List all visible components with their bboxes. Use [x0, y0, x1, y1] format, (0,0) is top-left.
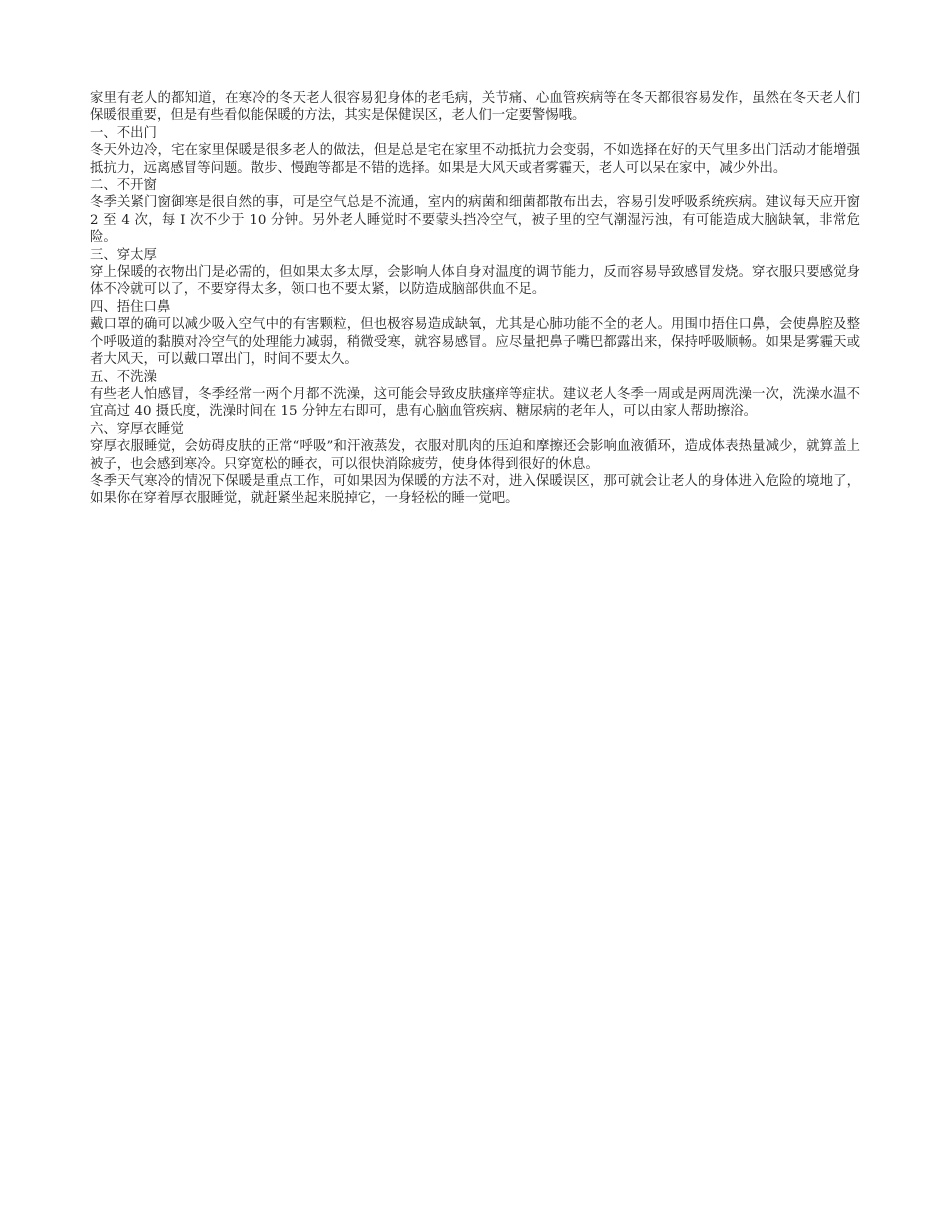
document-page	[90, 90, 860, 508]
section-2	[90, 177, 860, 247]
intro-paragraph: 家里有老人的都知道，在寒冷的冬天老人很容易犯身体的老毛病，关节痛、心血管疾病等在冬天都很容易发作，虽然在冬天老人们保暖很重要，但是有些看似能保暖的方法，其实是保健误区，老人们一定要警惕哦。	[90, 91, 860, 124]
section-heading: 四、捂住口鼻	[90, 299, 171, 315]
section-heading: 二、不开窗	[90, 178, 157, 194]
section-heading: 六、穿厚衣睡觉	[90, 421, 184, 437]
section-body: 穿上保暖的衣物出门是必需的，但如果太多太厚，会影响人体自身对温度的调节能力，反而容易导致感冒发烧。穿衣服只要感觉身体不冷就可以了，不要穿得太多，领口也不要太紧，以防造成脑部供血不足。	[90, 265, 860, 298]
section-body: 冬季关紧门窗御寒是很自然的事，可是空气总是不流通，室内的病菌和细菌都散布出去，容易引发呼吸系统疾病。建议每天应开窗 2 至 4 次，每 I 次不少于 10 分钟。另外老人睡觉时不要蒙头挡冷空气，被子里的空气潮湿污浊，有可能造成大脑缺氧，非常危险。	[90, 195, 860, 246]
section-body: 戴口罩的确可以减少吸入空气中的有害颗粒，但也极容易造成缺氧，尤其是心肺功能不全的老人。用围巾捂住口鼻，会使鼻腔及整个呼吸道的黏膜对冷空气的处理能力减弱，稍微受寒，就容易感冒。应尽量把鼻子嘴巴都露出来，保持呼吸顺畅。如果是雾霾天或者大风天，可以戴口罩出门，时间不要太久。	[90, 317, 860, 368]
section-3	[90, 247, 860, 299]
section-6	[90, 421, 860, 473]
section-heading: 一、不出门	[90, 125, 157, 141]
section-body: 冬天外边冷，宅在家里保暖是很多老人的做法，但是总是宅在家里不动抵抗力会变弱，不如选择在好的天气里多出门活动才能增强抵抗力，远离感冒等问题。散步、慢跑等都是不错的选择。如果是大风天或者雾霾天，老人可以呆在家中，减少外出。	[90, 143, 860, 176]
section-heading: 五、不洗澡	[90, 369, 157, 385]
conclusion-paragraph: 冬季天气寒冷的情况下保暖是重点工作，可如果因为保暖的方法不对，进入保暖误区，那可就会让老人的身体进入危险的境地了，如果你在穿着厚衣服睡觉，就赶紧坐起来脱掉它，一身轻松的睡一觉吧。	[90, 473, 860, 507]
section-4	[90, 299, 860, 369]
section-body: 有些老人怕感冒，冬季经常一两个月都不洗澡，这可能会导致皮肤瘙痒等症状。建议老人冬季一周或是两周洗澡一次，洗澡水温不宜高过 40 摄氏度，洗澡时间在 15 分钟左右即可，患有心脑血管疾病、糖尿病的老年人，可以由家人帮助擦浴。	[90, 386, 860, 420]
section-5	[90, 369, 860, 421]
section-1	[90, 125, 860, 177]
section-heading: 三、穿太厚	[90, 247, 157, 263]
section-body: 穿厚衣服睡觉，会妨碍皮肤的正常“呼吸”和汗液蒸发，衣服对肌肉的压迫和摩擦还会影响血液循环，造成体表热量减少，就算盖上被子，也会感到寒冷。只穿宽松的睡衣，可以很快消除疲劳，使身体得到很好的休息。	[90, 439, 860, 472]
